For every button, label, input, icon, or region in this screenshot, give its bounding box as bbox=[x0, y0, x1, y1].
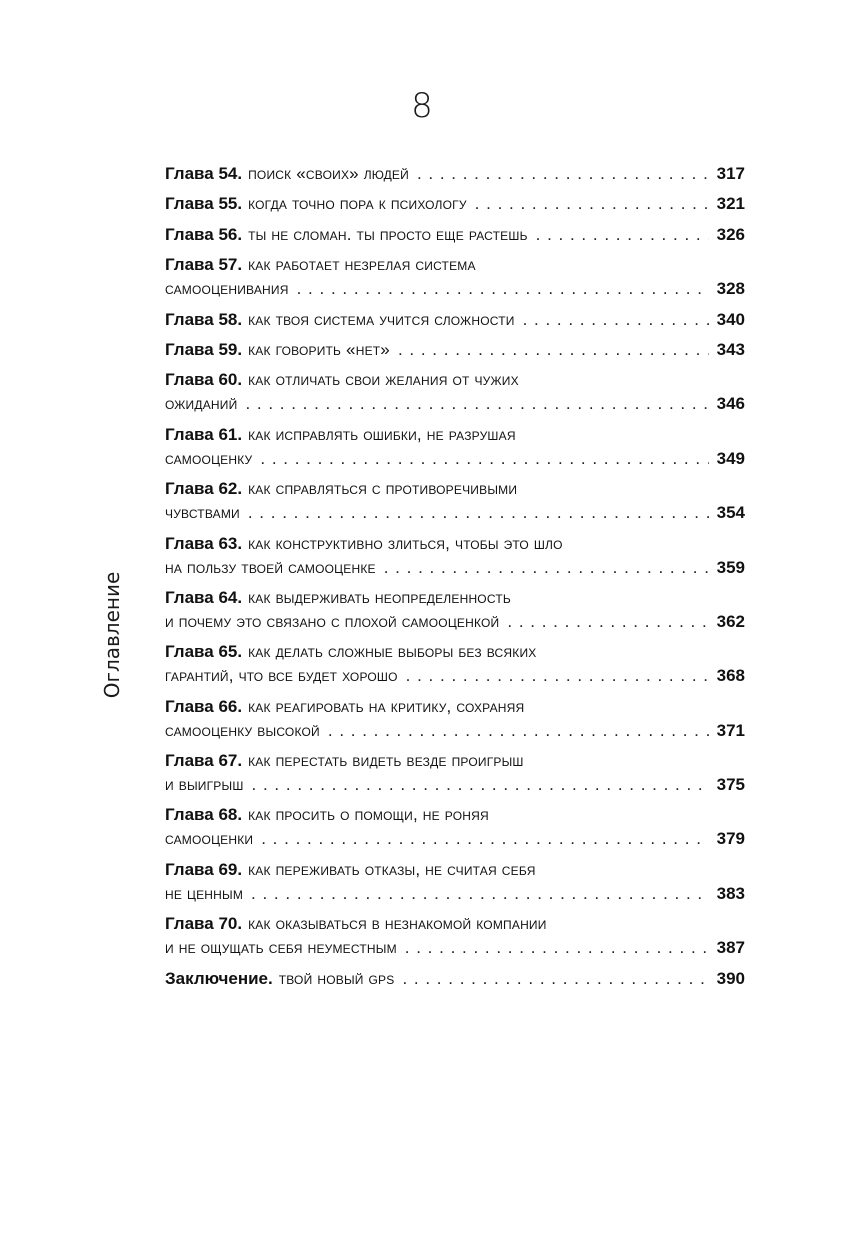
toc-entry-label: Глава 65. bbox=[165, 642, 243, 662]
toc-entry-label: Глава 63. bbox=[165, 533, 243, 553]
toc-entry-title: как переживать отказы, не считая себя bbox=[248, 859, 536, 879]
toc-entry bbox=[165, 695, 745, 743]
toc-entry-title: как работает незрелая система bbox=[248, 255, 476, 275]
toc-entry-leader-line bbox=[165, 719, 745, 743]
toc-entry-label: Глава 67. bbox=[165, 751, 243, 771]
toc-entry-page-number: 349 bbox=[716, 448, 745, 468]
toc-entry-title-continuation: гарантий, что все будет хорошо bbox=[165, 666, 398, 686]
toc-entry-title: как реагировать на критику, сохраняя bbox=[248, 696, 525, 716]
toc-entry-label: Глава 66. bbox=[165, 696, 243, 716]
toc-entry-leader-line bbox=[165, 610, 745, 634]
toc-entry-page-number: 321 bbox=[716, 194, 745, 214]
toc-entry-page-number: 326 bbox=[716, 224, 745, 244]
toc-entry bbox=[165, 967, 745, 991]
toc-entry-label: Глава 61. bbox=[165, 424, 243, 444]
toc-dot-leader bbox=[384, 556, 709, 580]
toc-entry-label: Глава 55. bbox=[165, 194, 243, 214]
toc-entry-leader-line bbox=[165, 773, 745, 797]
toc-entry-title: как делать сложные выборы без всяких bbox=[248, 642, 537, 662]
toc-entry-leader-line bbox=[165, 664, 745, 688]
toc-entry-page-number: 362 bbox=[716, 611, 745, 631]
toc-entry-label: Глава 57. bbox=[165, 255, 243, 275]
toc-entry bbox=[165, 423, 745, 471]
toc-entry-first-line bbox=[165, 368, 745, 392]
toc-entry-label: Глава 64. bbox=[165, 587, 243, 607]
toc-entry-title: как говорить «нет» bbox=[248, 339, 390, 359]
toc-entry-label: Глава 69. bbox=[165, 859, 243, 879]
toc-entry bbox=[165, 308, 745, 332]
toc-entry-title: когда точно пора к психологу bbox=[248, 194, 467, 214]
toc-dot-leader bbox=[507, 610, 708, 634]
toc-entry bbox=[165, 338, 745, 362]
toc-dot-leader bbox=[260, 447, 708, 471]
toc-entry-label: Глава 54. bbox=[165, 164, 243, 183]
toc-dot-leader bbox=[536, 223, 709, 247]
toc-entry-label: Глава 58. bbox=[165, 309, 243, 329]
toc-entry-title: как справляться с противоречивыми bbox=[248, 479, 518, 499]
toc-entry bbox=[165, 532, 745, 580]
toc-entry-leader-line bbox=[165, 936, 745, 960]
toc-entry-label: Заключение. bbox=[165, 968, 273, 988]
toc-dot-leader bbox=[252, 773, 709, 797]
toc-entry-page-number: 359 bbox=[716, 557, 745, 577]
toc-dot-leader bbox=[402, 967, 708, 991]
toc-entry-leader-line bbox=[165, 338, 745, 362]
toc-entry-title-continuation: самооценивания bbox=[165, 279, 289, 299]
toc-entry-title: ты не сломан. ты просто еще растешь bbox=[248, 224, 528, 244]
toc-entry bbox=[165, 749, 745, 797]
toc-entry-first-line bbox=[165, 423, 745, 447]
toc-entry-label: Глава 60. bbox=[165, 370, 243, 390]
toc-entry-page-number: 328 bbox=[716, 279, 745, 299]
toc-entry-page-number: 346 bbox=[716, 394, 745, 414]
toc-entry bbox=[165, 477, 745, 525]
toc-entry-page-number: 368 bbox=[716, 666, 745, 686]
toc-entry-title-continuation: на пользу твоей самооценке bbox=[165, 557, 376, 577]
toc-entry bbox=[165, 803, 745, 851]
toc-dot-leader bbox=[261, 827, 708, 851]
toc-entry bbox=[165, 586, 745, 634]
toc-entry-title: как перестать видеть везде проигрыш bbox=[248, 751, 524, 771]
toc-entry-first-line bbox=[165, 640, 745, 664]
toc-entry-title-continuation: самооценку высокой bbox=[165, 720, 320, 740]
toc-entry-title-continuation: ожиданий bbox=[165, 394, 238, 414]
toc-entry-leader-line bbox=[165, 556, 745, 580]
toc-entry-title-continuation: самооценку bbox=[165, 448, 253, 468]
toc-entry-first-line bbox=[165, 695, 745, 719]
toc-entry-title: твой новый gps bbox=[278, 968, 395, 988]
toc-entry-title: как исправлять ошибки, не разрушая bbox=[248, 424, 516, 444]
toc-entry-leader-line bbox=[165, 162, 745, 186]
toc-entry-label: Глава 68. bbox=[165, 805, 243, 825]
toc-entry-title-continuation: и почему это связано с плохой самооценкой bbox=[165, 611, 500, 631]
toc-entry-page-number: 379 bbox=[716, 829, 745, 849]
toc-entry-label: Глава 70. bbox=[165, 914, 243, 934]
toc-entry-page-number: 371 bbox=[716, 720, 745, 740]
toc-entry-leader-line bbox=[165, 192, 745, 216]
toc-entry-page-number: 383 bbox=[716, 883, 745, 903]
toc-entry-leader-line bbox=[165, 882, 745, 906]
toc-entry-leader-line bbox=[165, 392, 745, 416]
toc-entry-title: как конструктивно злиться, чтобы это шло bbox=[248, 533, 563, 553]
toc-dot-leader bbox=[248, 501, 709, 525]
toc-entry-title-continuation: не ценным bbox=[165, 883, 244, 903]
toc-dot-leader bbox=[523, 308, 709, 332]
toc-entry-first-line bbox=[165, 803, 745, 827]
toc-dot-leader bbox=[406, 664, 709, 688]
toc-entry-label: Глава 59. bbox=[165, 339, 243, 359]
toc-entry-first-line bbox=[165, 586, 745, 610]
toc-entry-page-number: 340 bbox=[716, 309, 745, 329]
toc-entry-page-number: 317 bbox=[716, 164, 745, 183]
table-of-contents bbox=[165, 162, 745, 997]
toc-dot-leader bbox=[251, 882, 709, 906]
toc-entry-first-line bbox=[165, 858, 745, 882]
toc-entry-page-number: 390 bbox=[716, 968, 745, 988]
toc-entry-title: как оказываться в незнакомой компании bbox=[248, 914, 547, 934]
toc-entry-first-line bbox=[165, 253, 745, 277]
toc-entry bbox=[165, 640, 745, 688]
toc-entry-page-number: 387 bbox=[716, 938, 745, 958]
section-side-title: Оглавление bbox=[100, 571, 124, 699]
toc-entry bbox=[165, 858, 745, 906]
toc-entry bbox=[165, 253, 745, 301]
toc-entry-label: Глава 56. bbox=[165, 224, 243, 244]
toc-entry bbox=[165, 192, 745, 216]
toc-entry-title-continuation: чувствами bbox=[165, 503, 240, 523]
toc-dot-leader bbox=[398, 338, 709, 362]
toc-dot-leader bbox=[245, 392, 708, 416]
toc-entry-leader-line bbox=[165, 308, 745, 332]
toc-entry-first-line bbox=[165, 912, 745, 936]
toc-dot-leader bbox=[328, 719, 709, 743]
toc-dot-leader bbox=[417, 162, 709, 186]
toc-entry-title-continuation: самооценки bbox=[165, 829, 254, 849]
toc-entry-title: как отличать свои желания от чужих bbox=[248, 370, 519, 390]
toc-entry-first-line bbox=[165, 477, 745, 501]
toc-entry-first-line bbox=[165, 749, 745, 773]
page-number: 8 bbox=[411, 86, 433, 126]
toc-entry-leader-line bbox=[165, 501, 745, 525]
toc-dot-leader bbox=[405, 936, 709, 960]
toc-entry bbox=[165, 368, 745, 416]
toc-dot-leader bbox=[475, 192, 709, 216]
toc-entry-title: как просить о помощи, не роняя bbox=[248, 805, 489, 825]
toc-entry-leader-line bbox=[165, 827, 745, 851]
toc-entry bbox=[165, 162, 745, 186]
toc-entry-title-continuation: и выигрыш bbox=[165, 775, 244, 795]
toc-entry-leader-line bbox=[165, 447, 745, 471]
toc-entry-title: как выдерживать неопределенность bbox=[248, 587, 511, 607]
toc-entry-page-number: 354 bbox=[716, 503, 745, 523]
toc-entry-leader-line bbox=[165, 967, 745, 991]
toc-entry bbox=[165, 912, 745, 960]
toc-entry-title-continuation: и не ощущать себя неуместным bbox=[165, 938, 397, 958]
toc-entry bbox=[165, 223, 745, 247]
toc-entry-page-number: 375 bbox=[716, 775, 745, 795]
toc-dot-leader bbox=[297, 277, 709, 301]
toc-entry-page-number: 343 bbox=[716, 339, 745, 359]
toc-entry-leader-line bbox=[165, 223, 745, 247]
toc-entry-leader-line bbox=[165, 277, 745, 301]
toc-entry-first-line bbox=[165, 532, 745, 556]
toc-entry-title: как твоя система учится сложности bbox=[248, 309, 515, 329]
toc-entry-title: поиск «своих» людей bbox=[248, 164, 409, 183]
toc-entry-label: Глава 62. bbox=[165, 479, 243, 499]
